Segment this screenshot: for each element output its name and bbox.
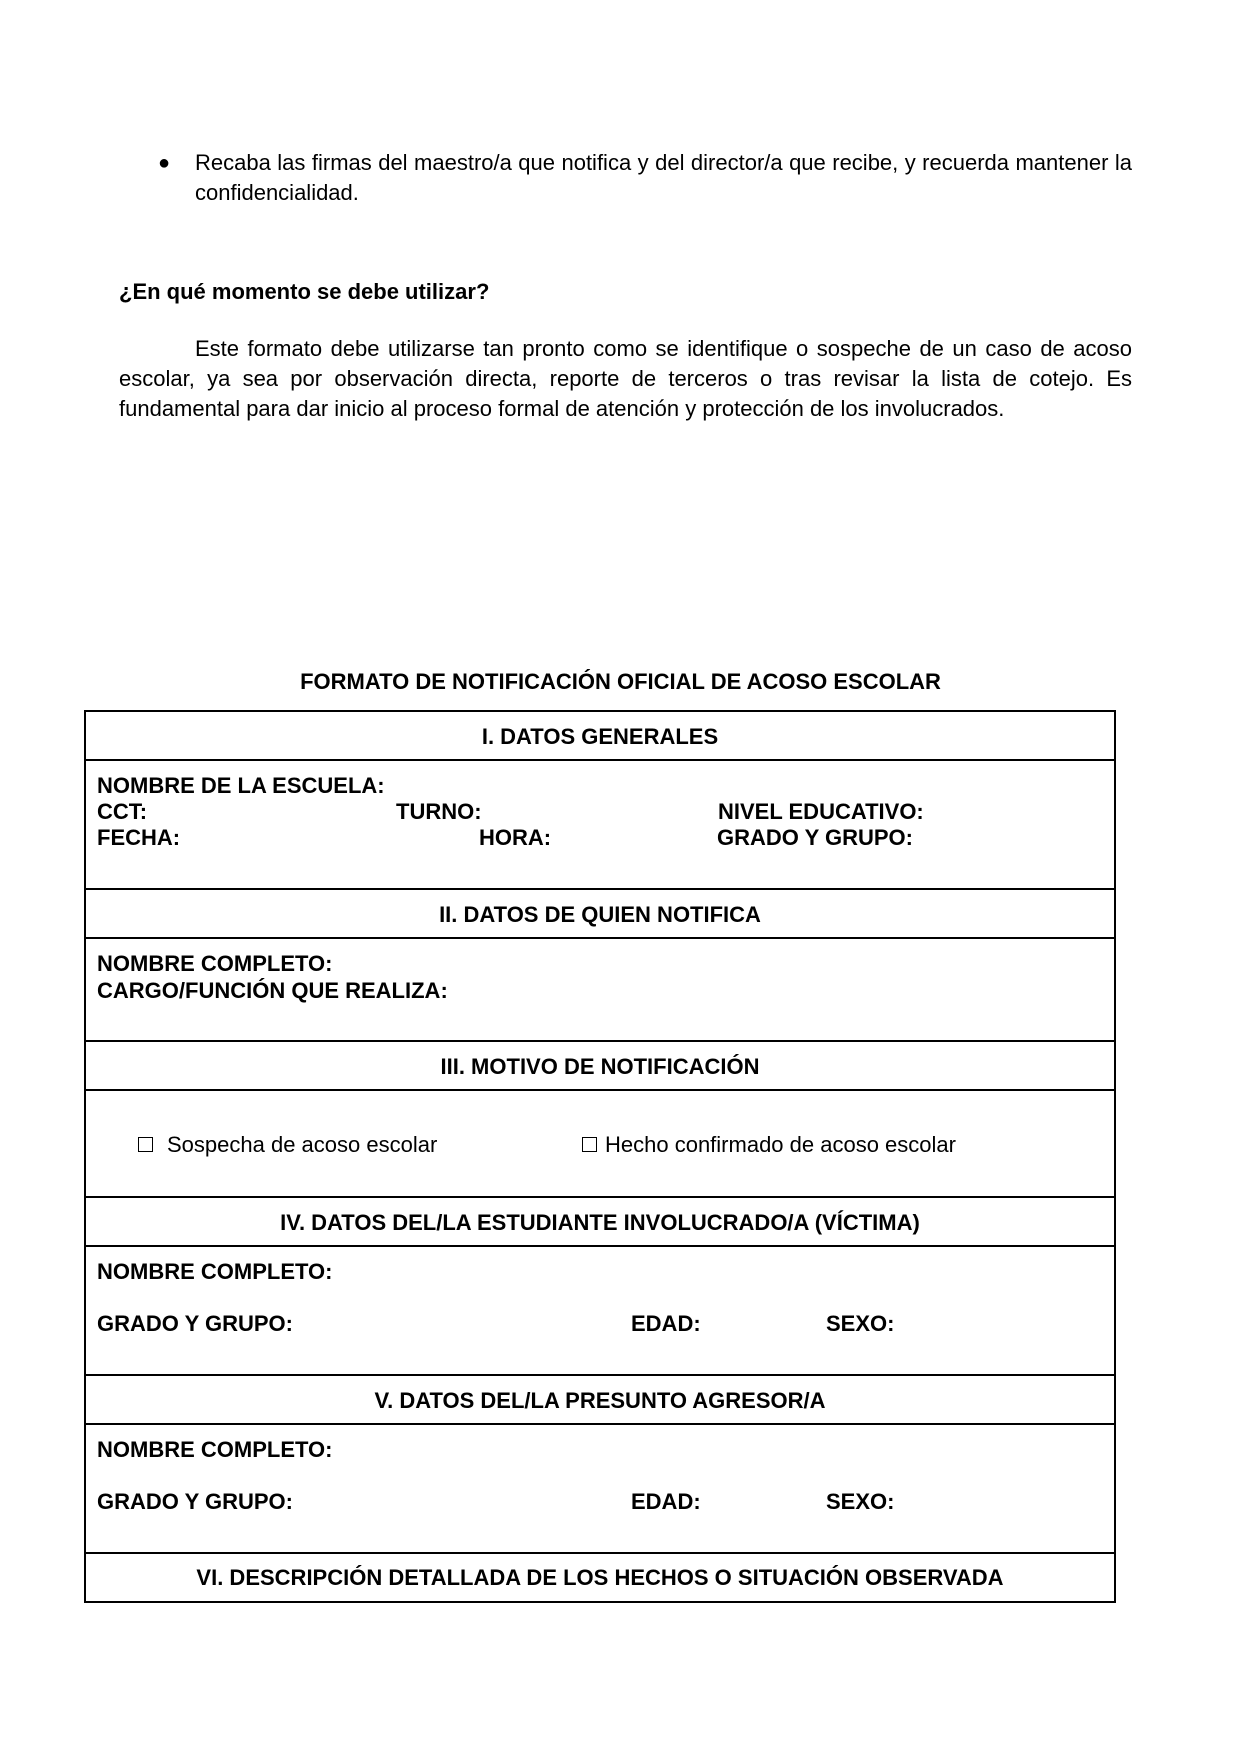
nivel-educativo-field[interactable]: NIVEL EDUCATIVO: — [718, 799, 924, 824]
form-title: FORMATO DE NOTIFICACIÓN OFICIAL DE ACOSO ESCOLAR — [300, 669, 941, 694]
section-4-heading: IV. DATOS DEL/LA ESTUDIANTE INVOLUCRADO/A (VÍCTIMA) — [86, 1198, 1114, 1247]
section-1-body — [86, 761, 1114, 890]
checkbox-icon — [582, 1137, 597, 1152]
victim-name-field[interactable]: NOMBRE COMPLETO: — [97, 1259, 333, 1284]
section-2-body — [86, 939, 1114, 1042]
confirmed-label: Hecho confirmado de acoso escolar — [605, 1132, 956, 1157]
bullet-text: Recaba las firmas del maestro/a que notifica y del director/a que recibe, y recuerda mantener la confidencialidad. — [195, 150, 1132, 205]
section-4-body — [86, 1247, 1114, 1376]
section-5-body — [86, 1425, 1114, 1554]
aggressor-name-field[interactable]: NOMBRE COMPLETO: — [97, 1437, 333, 1462]
notifier-role-field[interactable]: CARGO/FUNCIÓN QUE REALIZA: — [97, 978, 448, 1003]
suspicion-checkbox[interactable] — [138, 1132, 437, 1158]
confirmed-checkbox[interactable] — [582, 1132, 956, 1158]
explanatory-paragraph: Este formato debe utilizarse tan pronto como se identifique o sospeche de un caso de acoso escolar, ya sea por observación directa, reporte de terceros o tras revisar la lista de cotejo. Es fundamental para dar inicio al proceso formal de atención y protección de los involucrados. — [119, 336, 1132, 421]
cct-field[interactable]: CCT: — [97, 799, 148, 824]
aggressor-age-field[interactable]: EDAD: — [631, 1489, 701, 1514]
school-name-field[interactable]: NOMBRE DE LA ESCUELA: — [97, 773, 385, 798]
notification-form — [84, 710, 1116, 1603]
section-1-heading: I. DATOS GENERALES — [86, 712, 1114, 761]
victim-sex-field[interactable]: SEXO: — [826, 1311, 895, 1336]
suspicion-label: Sospecha de acoso escolar — [167, 1132, 438, 1157]
section-6-heading: VI. DESCRIPCIÓN DETALLADA DE LOS HECHOS O SITUACIÓN OBSERVADA — [196, 1565, 1004, 1590]
bullet-icon: ● — [158, 152, 171, 174]
checkbox-icon — [138, 1137, 153, 1152]
grado-grupo-field[interactable]: GRADO Y GRUPO: — [717, 825, 913, 850]
victim-age-field[interactable]: EDAD: — [631, 1311, 701, 1336]
hora-field[interactable]: HORA: — [479, 825, 552, 850]
section-2-heading: II. DATOS DE QUIEN NOTIFICA — [86, 890, 1114, 939]
notifier-name-field[interactable]: NOMBRE COMPLETO: — [97, 951, 333, 976]
aggressor-sex-field[interactable]: SEXO: — [826, 1489, 895, 1514]
turno-field[interactable]: TURNO: — [396, 799, 482, 824]
section-3-heading: III. MOTIVO DE NOTIFICACIÓN — [86, 1042, 1114, 1091]
aggressor-grade-field[interactable]: GRADO Y GRUPO: — [97, 1489, 293, 1514]
victim-grade-field[interactable]: GRADO Y GRUPO: — [97, 1311, 293, 1336]
section-5-heading: V. DATOS DEL/LA PRESUNTO AGRESOR/A — [86, 1376, 1114, 1425]
section-3-body — [86, 1091, 1114, 1198]
section-question-heading: ¿En qué momento se debe utilizar? — [119, 279, 490, 304]
fecha-field[interactable]: FECHA: — [97, 825, 181, 850]
